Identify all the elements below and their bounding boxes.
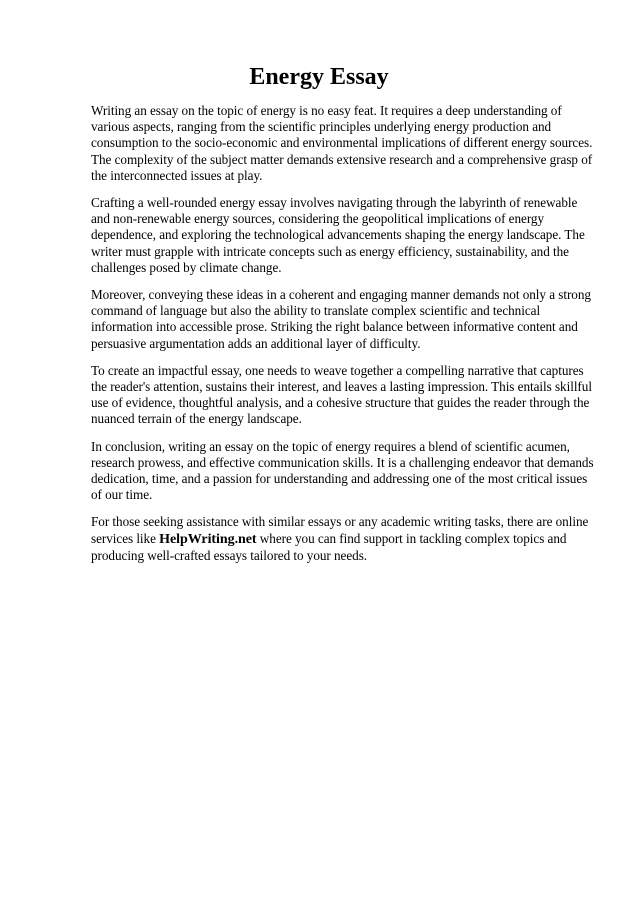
paragraph-line: In conclusion, writing an essay on the topic of energy requires a blend of scientific acumen,: [91, 438, 570, 454]
paragraph-line: To create an impactful essay, one needs to weave together a compelling narrative that captures: [91, 362, 584, 378]
paragraph-line: command of language but also the ability to translate complex scientific and technical: [91, 303, 541, 319]
paragraph-line: persuasive argumentation adds an additional layer of difficulty.: [91, 335, 421, 351]
paragraph-3: [91, 287, 591, 352]
paragraph-line: nuanced terrain of the energy landscape.: [91, 411, 302, 427]
paragraph-6: [91, 514, 591, 564]
helpwriting-link[interactable]: HelpWriting.net: [159, 531, 257, 547]
document-title: Energy Essay: [249, 64, 389, 90]
paragraph-line: use of evidence, thoughtful analysis, and a cohesive structure that guides the reader through the: [91, 395, 590, 411]
paragraph-5: [91, 438, 594, 504]
paragraph-line: and non-renewable energy sources, considering the geopolitical implications of energy: [91, 211, 545, 227]
paragraph-line: The complexity of the subject matter demands extensive research and a comprehensive grasp of: [91, 151, 593, 167]
paragraph-line: producing well-crafted essays tailored to your needs.: [91, 547, 368, 563]
paragraph-line: [91, 531, 591, 548]
paragraph-line: Crafting a well-rounded energy essay involves navigating through the labyrinth of renewable: [91, 195, 578, 211]
paragraph-text: where you can find support in tackling complex topics and: [259, 530, 567, 546]
paragraph-line: the reader's attention, sustains their interest, and leaves a lasting impression. This entails skillful: [91, 379, 592, 395]
paragraph-4: [91, 363, 591, 428]
paragraph-2: [91, 195, 591, 276]
paragraph-line: dependence, and exploring the technological advancements shaping the energy landscape. The: [91, 227, 585, 243]
paragraph-line: research prowess, and effective communication skills. It is a challenging endeavor that demands: [91, 454, 594, 470]
paragraph-1: [91, 103, 591, 184]
paragraph-line: Writing an essay on the topic of energy is no easy feat. It requires a deep understanding of: [91, 103, 562, 118]
paragraph-line: Moreover, conveying these ideas in a coherent and engaging manner demands not only a strong: [91, 287, 591, 303]
paragraph-line: the interconnected issues at play.: [91, 167, 263, 183]
paragraph-line: consumption to the socio-economic and environmental implications of different energy sources.: [91, 135, 593, 151]
paragraph-line: of our time.: [91, 487, 153, 503]
paragraph-line: dedication, time, and a passion for understanding and addressing one of the most critical issues: [91, 471, 588, 487]
paragraph-line: challenges posed by climate change.: [91, 259, 282, 275]
document-body: [91, 103, 594, 575]
paragraph-line: information into accessible prose. Striking the right balance between informative content and: [91, 319, 578, 335]
paragraph-line: For those seeking assistance with similar essays or any academic writing tasks, there are online: [91, 514, 589, 530]
paragraph-line: various aspects, ranging from the scientific principles underlying energy production and: [91, 119, 552, 135]
paragraph-text: services like: [91, 530, 156, 546]
paragraph-line: writer must grapple with intricate concepts such as energy efficiency, sustainability, and the: [91, 243, 569, 259]
